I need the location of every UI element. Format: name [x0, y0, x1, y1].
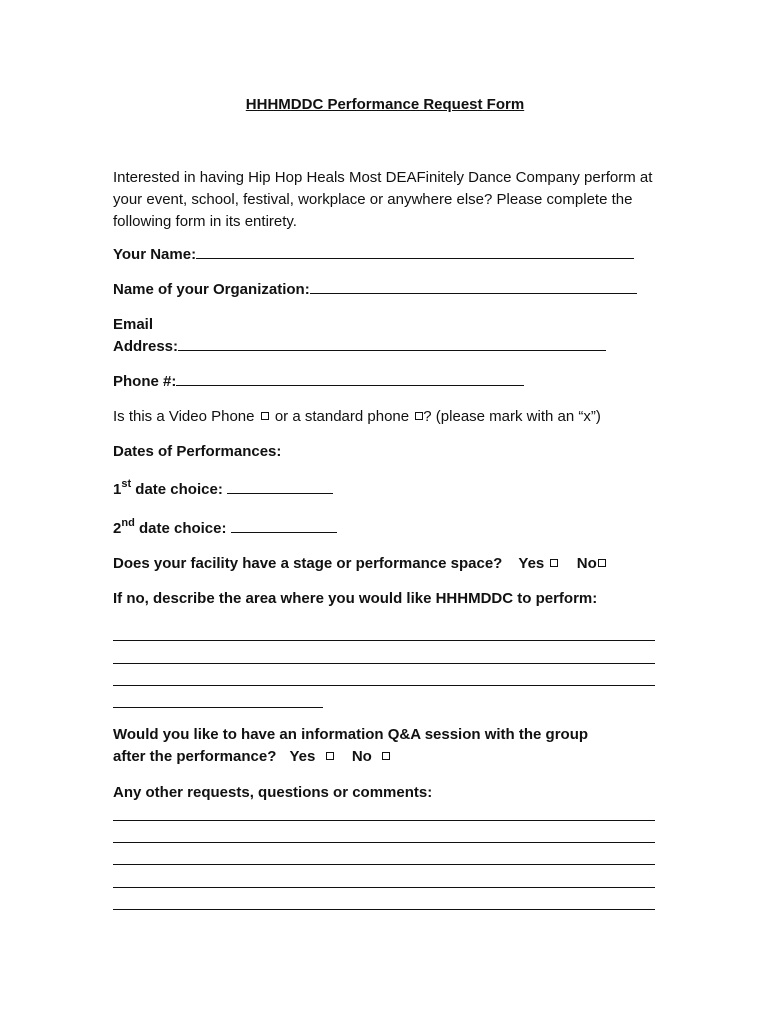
describe-area-question: If no, describe the area where you would like HHHMDDC to perform: — [113, 590, 598, 607]
email-field[interactable] — [178, 336, 606, 351]
email-row — [113, 336, 606, 358]
video-phone-text: Is this a Video Phone — [113, 408, 255, 425]
your-name-label: Your Name: — [113, 246, 197, 263]
video-phone-checkbox[interactable] — [261, 412, 269, 420]
comments-line-5[interactable] — [113, 909, 655, 910]
stage-no-checkbox[interactable] — [598, 559, 606, 567]
intro-paragraph: Interested in having Hip Hop Heals Most DEAFinitely Dance Company perform at your event, school, festival, workplace or anywhere else? Please complete the following form in its entirety. — [113, 169, 653, 230]
comments-line-3[interactable] — [113, 864, 655, 865]
second-date-label: date choice: — [134, 520, 231, 537]
your-name-field[interactable] — [196, 244, 634, 259]
stage-yes-label: Yes — [518, 555, 545, 572]
describe-area-line-2[interactable] — [113, 663, 655, 664]
comments-line-4[interactable] — [113, 887, 655, 888]
phone-label: Phone #: — [113, 373, 177, 390]
first-date-label: date choice: — [131, 481, 227, 498]
email-label-line1: Email — [113, 316, 154, 333]
phone-field[interactable] — [176, 371, 524, 386]
qa-question-line2: after the performance? — [113, 748, 277, 765]
qa-no-label: No — [351, 748, 372, 765]
organization-field[interactable] — [310, 279, 637, 294]
email-label: Address: — [113, 338, 179, 355]
qa-yes-checkbox[interactable] — [326, 752, 334, 760]
your-name-row — [113, 244, 634, 266]
second-suffix: nd — [121, 517, 135, 529]
qa-question-line1: Would you like to have an information Q&A session with the group — [113, 726, 589, 743]
stage-yes-checkbox[interactable] — [550, 559, 558, 567]
first-number: 1 — [113, 481, 122, 498]
describe-area-line-4[interactable] — [113, 707, 323, 708]
describe-area-line-3[interactable] — [113, 685, 655, 686]
mark-instruction-text: ? (please mark with an “x”) — [423, 408, 601, 425]
other-comments-label: Any other requests, questions or comments: — [113, 784, 433, 801]
second-date-field[interactable] — [231, 518, 337, 533]
first-date-row — [113, 479, 333, 501]
comments-line-1[interactable] — [113, 820, 655, 821]
stage-question-row — [113, 553, 608, 575]
organization-row — [113, 279, 637, 301]
organization-label: Name of your Organization: — [113, 281, 310, 298]
stage-question: Does your facility have a stage or performance space? — [113, 555, 503, 572]
form-title: HHHMDDC Performance Request Form — [245, 96, 525, 113]
phone-row — [113, 371, 524, 393]
dates-label: Dates of Performances: — [113, 443, 282, 460]
standard-phone-text: or a standard phone — [274, 408, 410, 425]
first-suffix: st — [121, 478, 132, 490]
first-date-field[interactable] — [227, 479, 333, 494]
describe-area-line-1[interactable] — [113, 640, 655, 641]
stage-no-label: No — [576, 555, 597, 572]
second-number: 2 — [113, 520, 122, 537]
comments-line-2[interactable] — [113, 842, 655, 843]
video-phone-question — [113, 406, 601, 428]
qa-yes-label: Yes — [289, 748, 316, 765]
qa-question-row — [113, 746, 392, 768]
second-date-row — [113, 518, 337, 540]
qa-no-checkbox[interactable] — [382, 752, 390, 760]
